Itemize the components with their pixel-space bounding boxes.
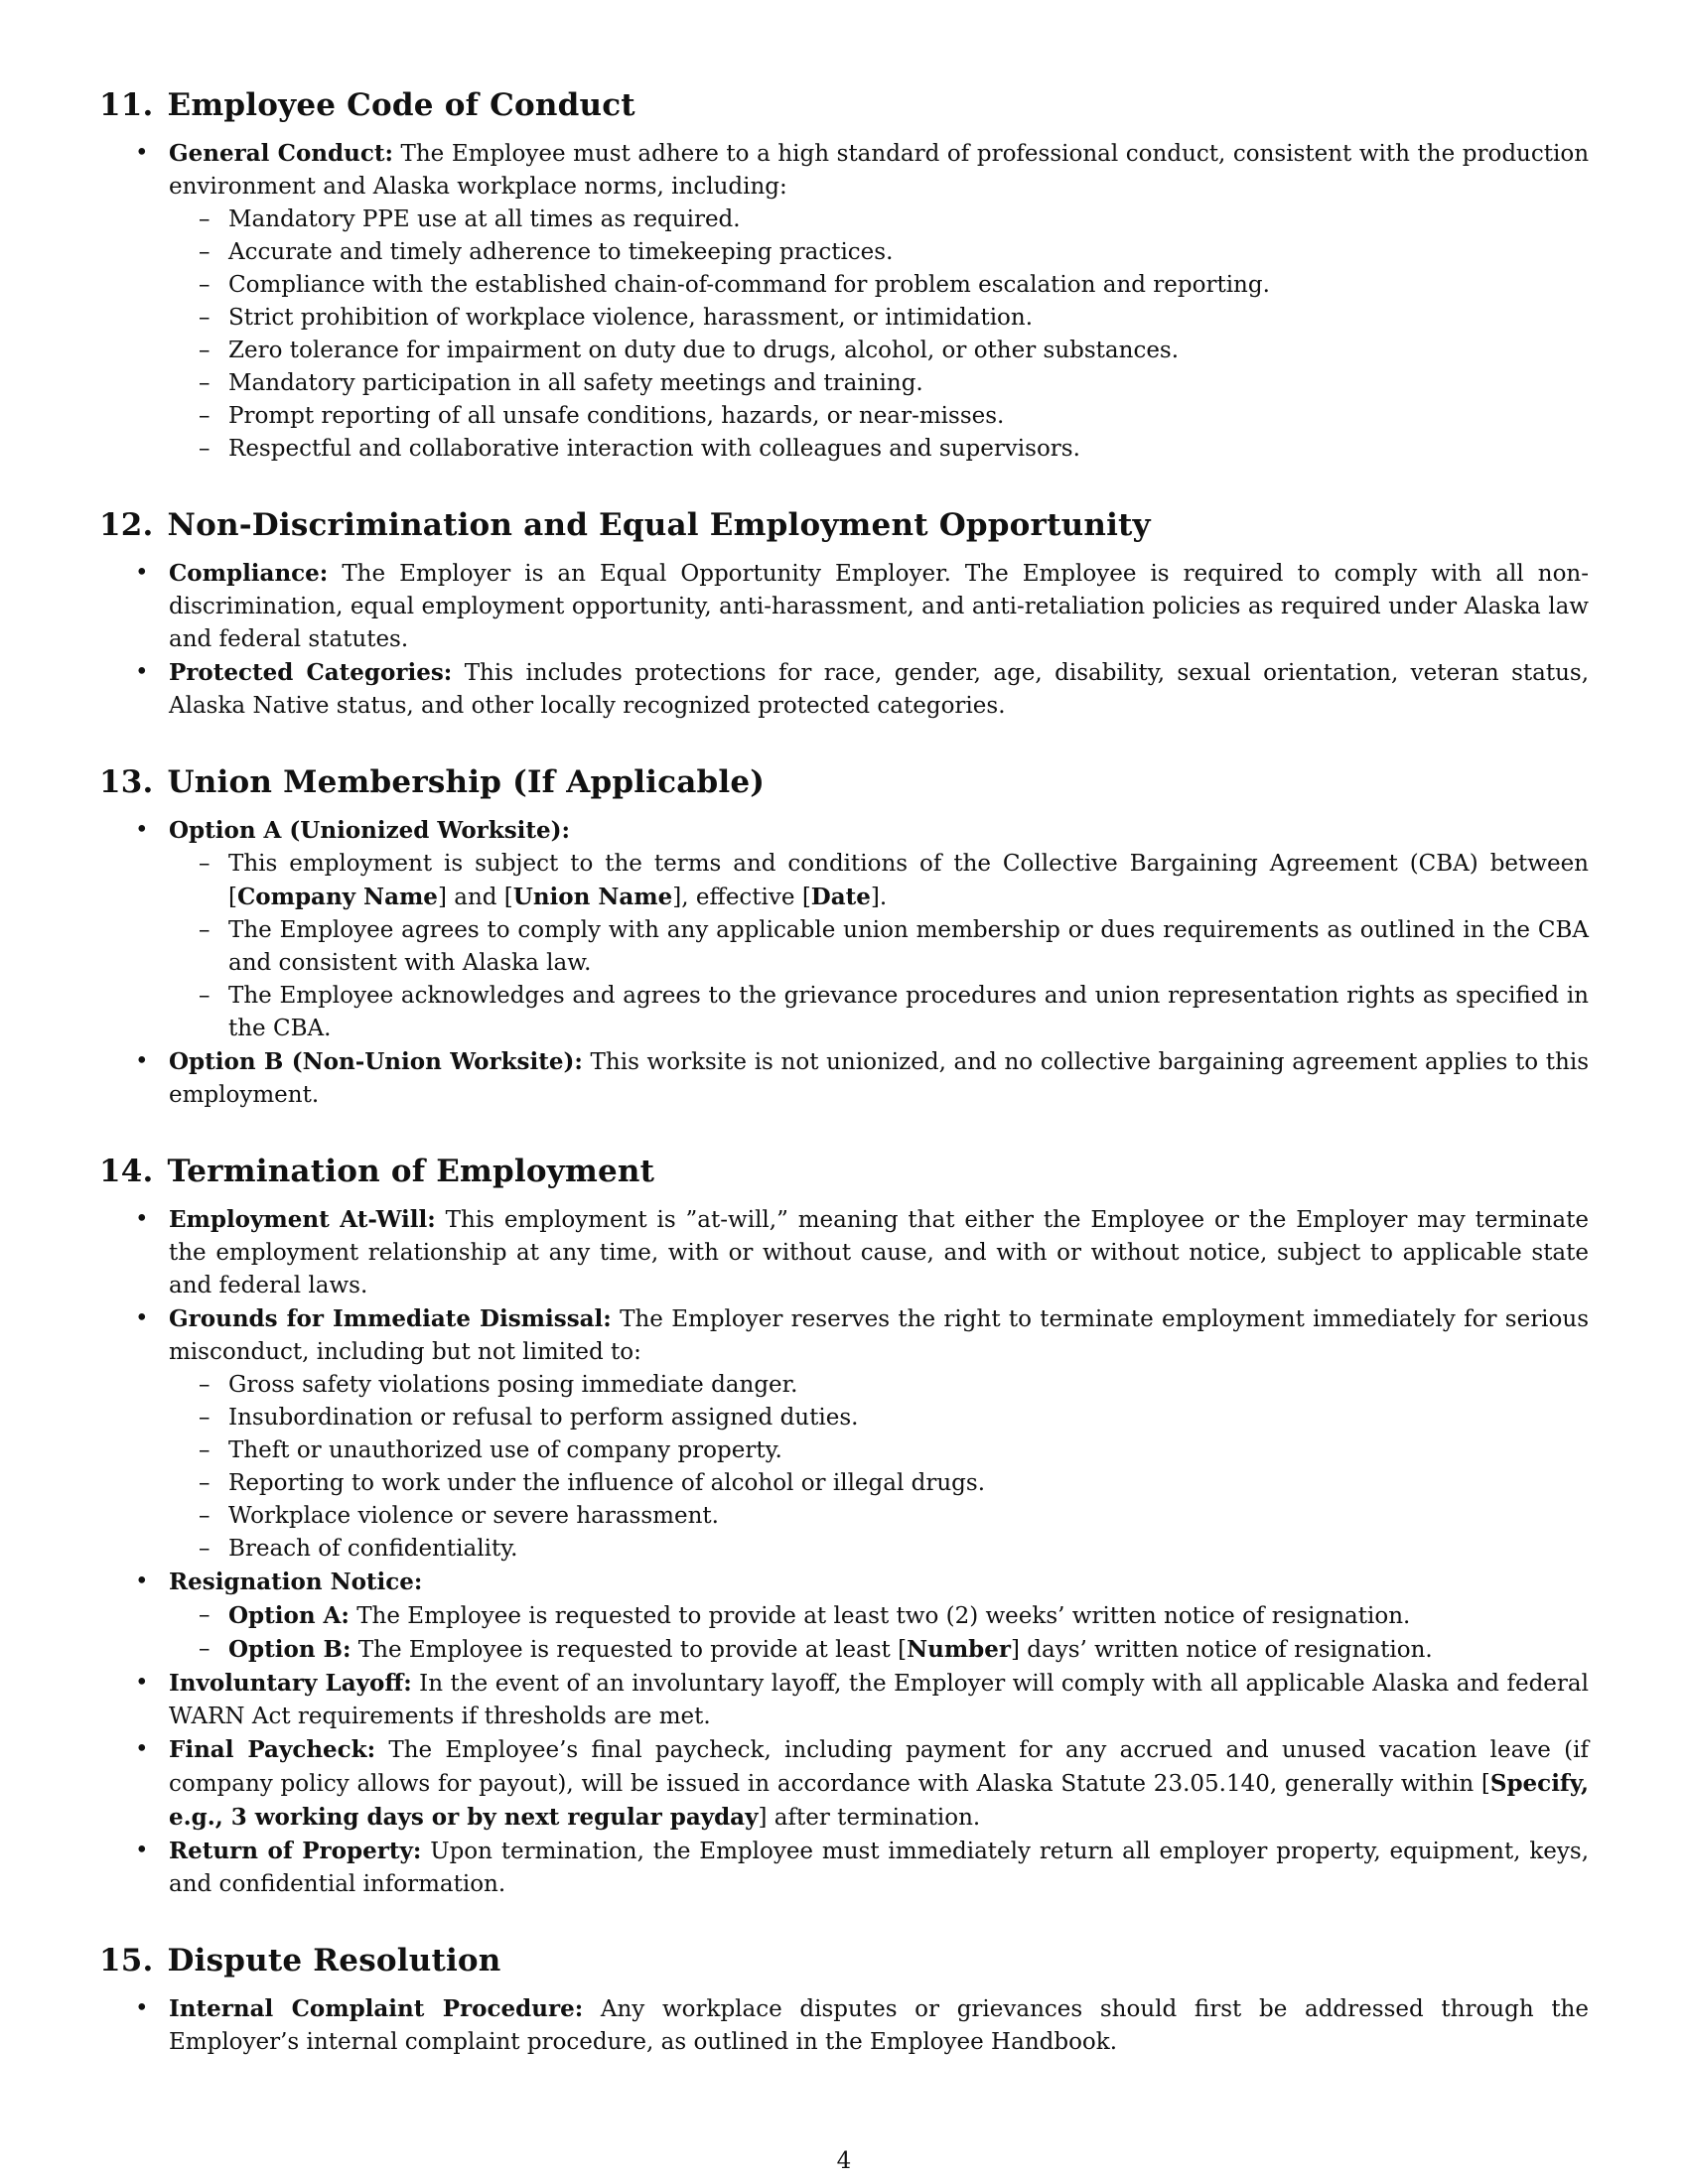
sub-list-item: – Insubordination or refusal to perform assigned duties. bbox=[169, 1402, 1589, 1434]
section-number: 13. bbox=[99, 764, 154, 800]
item-label: Resignation Notice: bbox=[169, 1569, 423, 1595]
sub-list-item: – Gross safety violations posing immediate danger. bbox=[169, 1369, 1589, 1402]
sub-list-item: – Mandatory participation in all safety meetings and training. bbox=[169, 367, 1589, 400]
list-item bbox=[99, 814, 1589, 1045]
item-label: General Conduct: bbox=[169, 140, 393, 167]
item-text: The Employee’s final paycheck, including payment for any accrued and unused vacation leave (if company policy allows for payout), will be issued in accordance with Alaska Statute 23.05.140, generally within [ bbox=[169, 1737, 1589, 1797]
list-item bbox=[99, 1733, 1589, 1835]
sub-list-item: – Accurate and timely adherence to timekeeping practices. bbox=[169, 236, 1589, 269]
section-heading-15 bbox=[99, 1941, 1589, 1980]
section-13-list bbox=[99, 814, 1589, 1112]
list-item bbox=[99, 1992, 1589, 2059]
section-title: Employee Code of Conduct bbox=[167, 87, 635, 123]
section-title: Termination of Employment bbox=[167, 1154, 655, 1189]
section-heading-13 bbox=[99, 762, 1589, 802]
list-item bbox=[99, 557, 1589, 656]
item-label: Protected Categories: bbox=[169, 659, 453, 686]
option-text: The Employee is requested to provide at least [ bbox=[351, 1637, 908, 1663]
list-item bbox=[99, 1045, 1589, 1112]
item-label: Grounds for Immediate Dismissal: bbox=[169, 1305, 612, 1332]
item-text: Upon termination, the Employee must immediately return all employer property, equipment, keys, and confidential information. bbox=[169, 1839, 1590, 1897]
item-text: The Employer reserves the right to terminate employment immediately for serious misconduct, including but not limited to: bbox=[169, 1306, 1590, 1365]
section-12-list bbox=[99, 557, 1589, 723]
sub-list-item bbox=[169, 848, 1589, 914]
item-text: This worksite is not unionized, and no collective bargaining agreement applies to this employment. bbox=[169, 1049, 1589, 1108]
sub-list-item: – Prompt reporting of all unsafe conditions, hazards, or near-misses. bbox=[169, 400, 1589, 433]
list-item bbox=[99, 656, 1589, 723]
list-item bbox=[99, 1566, 1589, 1667]
item-text: This employment is ”at-will,” meaning that either the Employee or the Employer may terminate the employment relationship at any time, with or without cause, and with or without notice, subject to applicable state and federal laws. bbox=[169, 1207, 1589, 1298]
document-page bbox=[99, 85, 1589, 2099]
section-heading-12 bbox=[99, 505, 1589, 545]
item-text: Any workplace disputes or grievances should first be addressed through the Employer’s internal complaint procedure, as outlined in the Employee Handbook. bbox=[169, 1996, 1589, 2055]
section-heading-14 bbox=[99, 1152, 1589, 1191]
placeholder-number: Number bbox=[907, 1636, 1011, 1663]
section-11-list bbox=[99, 137, 1589, 466]
sub-item-text: This employment is subject to the terms and conditions of the Collective Bargaining Agreement (CBA) between [ bbox=[228, 851, 1589, 910]
placeholder-specify: Specify, e.g., 3 working days or by next regular payday bbox=[169, 1770, 1589, 1831]
sub-list-item bbox=[169, 1599, 1589, 1633]
item-text: This includes protections for race, gender, age, disability, sexual orientation, veteran status, Alaska Native status, and other locally recognized protected categories. bbox=[169, 660, 1589, 719]
sub-list-item: – Reporting to work under the influence of alcohol or illegal drugs. bbox=[169, 1467, 1589, 1500]
section-14-list bbox=[99, 1203, 1589, 1901]
placeholder-company-name: Company Name bbox=[236, 884, 438, 910]
list-item bbox=[99, 1835, 1589, 1901]
section-title: Union Membership (If Applicable) bbox=[167, 764, 766, 800]
sub-list-item: – The Employee agrees to comply with any applicable union membership or dues requirements as outlined in the CBA and consistent with Alaska law. bbox=[169, 914, 1589, 980]
sub-list-item: – The Employee acknowledges and agrees to the grievance procedures and union representation rights as specified in the CBA. bbox=[169, 980, 1589, 1045]
sub-list bbox=[169, 204, 1589, 466]
item-label: Internal Complaint Procedure: bbox=[169, 1995, 584, 2022]
section-heading-11 bbox=[99, 85, 1589, 125]
section-number: 11. bbox=[99, 87, 154, 123]
sub-list-item: – Breach of confidentiality. bbox=[169, 1533, 1589, 1566]
list-item bbox=[99, 137, 1589, 466]
option-label: Option A: bbox=[228, 1602, 350, 1629]
list-item bbox=[99, 1302, 1589, 1566]
sub-list-item: – Mandatory PPE use at all times as required. bbox=[169, 204, 1589, 236]
sub-list-item: – Respectful and collaborative interaction with colleagues and supervisors. bbox=[169, 433, 1589, 466]
sub-list-item bbox=[169, 1633, 1589, 1667]
sub-list-item: – Workplace violence or severe harassment. bbox=[169, 1500, 1589, 1533]
sub-list-item: – Zero tolerance for impairment on duty due to drugs, alcohol, or other substances. bbox=[169, 335, 1589, 367]
sub-list bbox=[169, 1599, 1589, 1667]
placeholder-union-name: Union Name bbox=[512, 884, 673, 910]
page-number: 4 bbox=[836, 2148, 852, 2174]
item-label: Option A (Unionized Worksite): bbox=[169, 817, 571, 844]
sub-list-item: – Theft or unauthorized use of company property. bbox=[169, 1434, 1589, 1467]
section-number: 14. bbox=[99, 1154, 154, 1189]
list-item bbox=[99, 1203, 1589, 1302]
item-label: Compliance: bbox=[169, 560, 329, 587]
placeholder-date: Date bbox=[810, 884, 871, 910]
section-title: Dispute Resolution bbox=[167, 1943, 501, 1979]
item-text: In the event of an involuntary layoff, the Employer will comply with all applicable Alaska and federal WARN Act requirements if thresholds are met. bbox=[169, 1671, 1589, 1729]
sub-list-item: – Compliance with the established chain-of-command for problem escalation and reporting. bbox=[169, 269, 1589, 302]
sub-item-text: ]. bbox=[870, 885, 888, 910]
item-text: ] after termination. bbox=[758, 1805, 981, 1831]
item-label: Option B (Non-Union Worksite): bbox=[169, 1048, 583, 1075]
item-label: Involuntary Layoff: bbox=[169, 1670, 412, 1697]
section-15-list bbox=[99, 1992, 1589, 2059]
item-label: Return of Property: bbox=[169, 1838, 422, 1864]
item-label: Employment At-Will: bbox=[169, 1206, 436, 1233]
option-text: The Employee is requested to provide at least two (2) weeks’ written notice of resignation. bbox=[349, 1603, 1411, 1629]
item-text: The Employee must adhere to a high standard of professional conduct, consistent with the production environment and Alaska workplace norms, including: bbox=[169, 141, 1590, 200]
section-number: 15. bbox=[99, 1943, 154, 1979]
sub-item-text: ], effective [ bbox=[672, 885, 811, 910]
section-number: 12. bbox=[99, 507, 154, 543]
option-label: Option B: bbox=[228, 1636, 352, 1663]
item-text: The Employer is an Equal Opportunity Employer. The Employee is required to comply with all non-discrimination, equal employment opportunity, anti-harassment, and anti-retaliation policies as required under Alaska law and federal statutes. bbox=[169, 561, 1589, 652]
item-label: Final Paycheck: bbox=[169, 1736, 376, 1763]
list-item bbox=[99, 1667, 1589, 1733]
sub-list bbox=[169, 848, 1589, 1045]
sub-item-text: ] and [ bbox=[437, 885, 513, 910]
sub-list-item: – Strict prohibition of workplace violence, harassment, or intimidation. bbox=[169, 302, 1589, 335]
option-text: ] days’ written notice of resignation. bbox=[1011, 1637, 1433, 1663]
section-title: Non-Discrimination and Equal Employment Opportunity bbox=[167, 507, 1151, 543]
sub-list bbox=[169, 1369, 1589, 1566]
